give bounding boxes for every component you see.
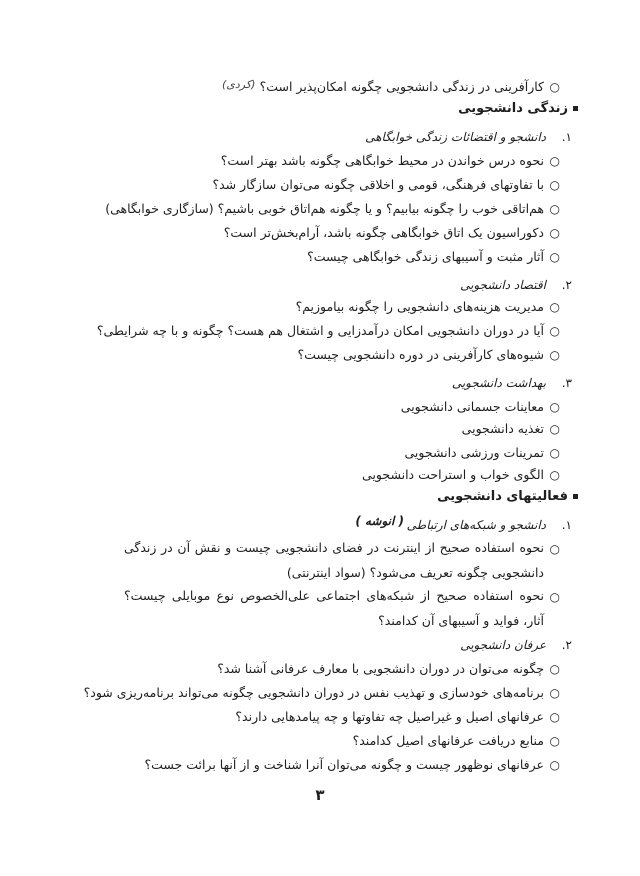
list-item: تغذیه دانشجویی	[461, 421, 544, 436]
bullet-icon: ○	[549, 734, 560, 748]
bullet-icon: ○	[549, 202, 560, 216]
list-item: الگوی خواب و استراحت دانشجویی	[362, 467, 544, 482]
bullet-icon: ○	[549, 542, 560, 556]
list-item: منابع دریافت عرفانهای اصیل کدامند؟	[352, 733, 544, 748]
subsection-title: اقتصاد دانشجویی	[460, 278, 546, 292]
list-item: هم‌اتاقی خوب را چگونه بیابیم؟ و یا چگونه هم‌اتاق خوبی باشیم؟ (سازگاری خوابگاهی)	[105, 201, 544, 216]
list-item: تمرینات ورزشی دانشجویی	[404, 445, 544, 460]
bullet-icon: ○	[549, 154, 560, 168]
bullet-icon: ○	[549, 710, 560, 724]
list-item: عرفانهای اصیل و غیراصیل چه تفاوتها و چه پیامدهایی دارند؟	[235, 709, 544, 724]
bullet-icon: ○	[549, 250, 560, 264]
subsection-title: دانشجو و شبکه‌های ارتباطی	[406, 518, 546, 532]
bullet-icon: ○	[549, 324, 560, 338]
bullet-icon: ○	[549, 758, 560, 772]
bullet-icon: ○	[549, 80, 560, 94]
subsection-number: ۱.	[561, 518, 572, 532]
list-item: شیوه‌های کارآفرینی در دوره دانشجویی چیست؟	[297, 347, 544, 362]
subsection-number: ۲.	[561, 278, 572, 292]
subsection-number: ۳.	[561, 376, 572, 390]
page-number: ۳	[315, 786, 325, 804]
list-item: نحوه استفاده صحیح از شبکه‌های اجتماعی علی‌الخصوص نوع موبایلی چیست؟ آثار، فواید و آسیبهای آن کدامند؟	[124, 588, 544, 628]
section-heading: زندگی دانشجویی	[458, 101, 568, 116]
bullet-icon: ○	[549, 348, 560, 362]
subsection-title: عرفان دانشجویی	[460, 638, 546, 652]
list-item: با تفاوتهای فرهنگی، قومی و اخلاقی چگونه می‌توان سازگار شد؟	[212, 177, 544, 192]
bullet-icon: ○	[549, 226, 560, 240]
margin-note: (کردی)	[222, 78, 256, 91]
list-item: آیا در دوران دانشجویی امکان درآمدزایی و اشتغال هم هست؟ چگونه و با چه شرایطی؟	[96, 323, 544, 338]
section-marker-icon	[573, 106, 578, 111]
handwritten-note: ( انوشه )	[355, 514, 404, 528]
bullet-icon: ○	[549, 662, 560, 676]
bullet-icon: ○	[549, 178, 560, 192]
section-heading: فعالیتهای دانشجویی	[437, 489, 568, 504]
list-item: نحوه استفاده صحیح از اینترنت در فضای دانشجویی چیست و نقش آن در زندگی دانشجویی چگونه تعریف می‌شود؟ (سواد اینترنتی)	[124, 540, 544, 580]
bullet-icon: ○	[549, 446, 560, 460]
list-item: دکوراسیون یک اتاق خوابگاهی چگونه باشد، آرام‌بخش‌تر است؟	[223, 225, 544, 240]
list-item: معاینات جسمانی دانشجویی	[400, 399, 544, 414]
list-item: کارآفرینی در زندگی دانشجویی چگونه امکان‌پذیر است؟	[259, 79, 544, 94]
list-item: نحوه درس خواندن در محیط خوابگاهی چگونه باشد بهتر است؟	[220, 153, 544, 168]
list-item: چگونه می‌توان در دوران دانشجویی با معارف عرفانی آشنا شد؟	[217, 661, 544, 676]
subsection-title: دانشجو و اقتضائات زندگی خوابگاهی	[365, 130, 546, 144]
bullet-icon: ○	[549, 590, 560, 604]
section-marker-icon	[573, 494, 578, 499]
subsection-number: ۱.	[561, 130, 572, 144]
subsection-number: ۲.	[561, 638, 572, 652]
bullet-icon: ○	[549, 686, 560, 700]
bullet-icon: ○	[549, 422, 560, 436]
list-item: برنامه‌های خودسازی و تهذیب نفس در دوران دانشجویی چگونه می‌تواند برنامه‌ریزی شود؟	[83, 685, 544, 700]
bullet-icon: ○	[549, 300, 560, 314]
bullet-icon: ○	[549, 400, 560, 414]
subsection-title: بهداشت دانشجویی	[451, 376, 546, 390]
list-item: عرفانهای نوظهور چیست و چگونه می‌توان آنرا شناخت و از آنها برائت جست؟	[144, 757, 544, 772]
list-item: مدیریت هزینه‌های دانشجویی را چگونه بیاموزیم؟	[295, 299, 544, 314]
bullet-icon: ○	[549, 468, 560, 482]
list-item: آثار مثبت و آسیبهای زندگی خوابگاهی چیست؟	[307, 249, 544, 264]
